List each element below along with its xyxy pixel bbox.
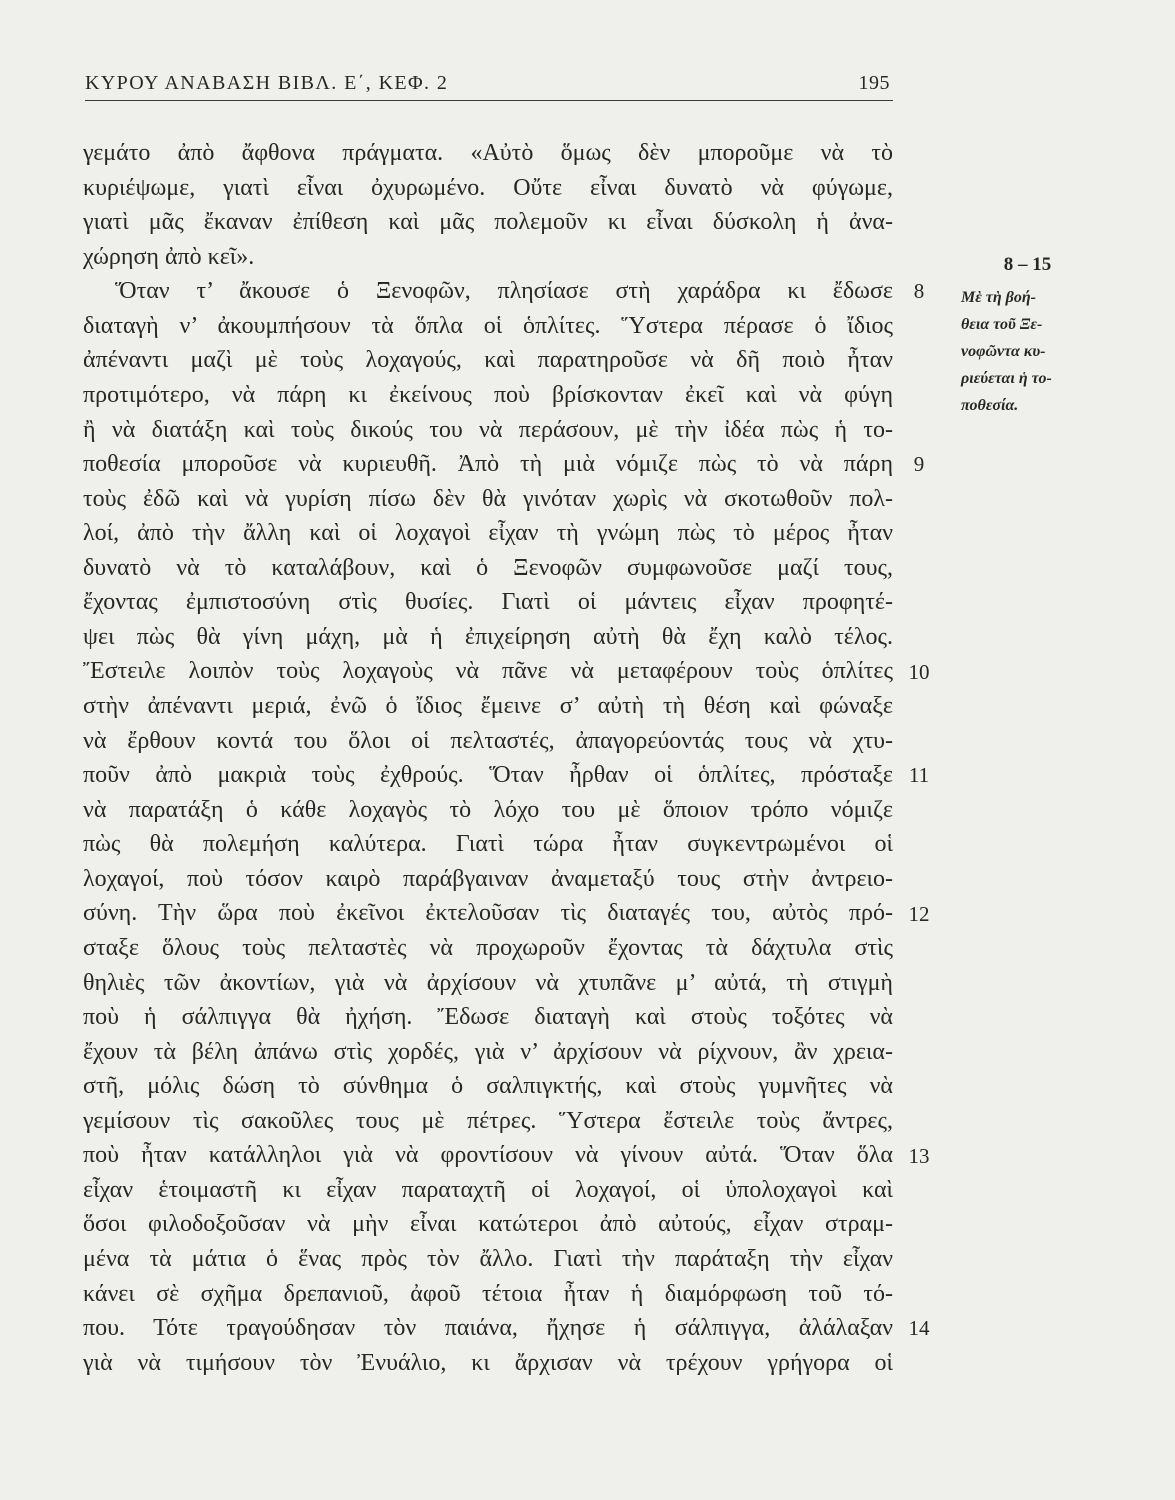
text-line: διαταγὴ ν’ ἀκουμπήσουν τὰ ὅπλα οἱ ὁπλίτες. Ὕστερα πέρασε ὁ ἴδιος bbox=[83, 312, 893, 339]
text-line: μένα τὰ μάτια ὁ ἕνας πρὸς τὸν ἄλλο. Γιατὶ τὴν παράταξη τὴν εἶχαν bbox=[83, 1246, 893, 1272]
text-line: ψει πὼς θὰ γίνη μάχη, μὰ ἡ ἐπιχείρηση αὐτὴ θὰ ἔχη καλὸ τέλος. bbox=[83, 623, 893, 650]
running-title: ΚΥΡΟΥ ΑΝΑΒΑΣΗ ΒΙΒΛ. Ε΄, ΚΕΦ. 2 bbox=[85, 72, 449, 94]
text-line: σύνη. Τὴν ὥρα ποὺ ἐκεῖνοι ἐκτελοῦσαν τὶς διαταγές του, αὐτὸς πρό- bbox=[83, 900, 893, 927]
text-line: λοχαγοί, ποὺ τόσον καιρὸ παράβγαιναν ἀναμεταξύ τους στὴν ἀντρειο- bbox=[83, 865, 893, 892]
text-line: που. Τότε τραγούδησαν τὸν παιάνα, ἤχησε ἡ σάλπιγγα, ἀλάλαξαν bbox=[83, 1315, 893, 1342]
section-number: 8 bbox=[913, 279, 925, 304]
text-line: ἀπέναντι μαζὶ μὲ τοὺς λοχαγούς, καὶ παρατηροῦσε νὰ δῆ ποιὸ ἦταν bbox=[83, 347, 893, 374]
text-line: γεμίσουν τὶς σακοῦλες τους μὲ πέτρες. Ὕστερα ἔστειλε τοὺς ἄντρες, bbox=[83, 1107, 893, 1134]
text-line: γιὰ νὰ τιμήσουν τὸν Ἐνυάλιο, κι ἄρχισαν νὰ τρέχουν γρήγορα οἱ bbox=[83, 1349, 893, 1376]
section-number: 12 bbox=[908, 901, 930, 926]
header-rule bbox=[85, 100, 893, 101]
text-line: γεμάτο ἀπὸ ἄφθονα πράγματα. «Αὐτὸ ὅμως δὲν μποροῦμε νὰ τὸ bbox=[83, 140, 893, 166]
text-line: δυνατὸ νὰ τὸ καταλάβουν, καὶ ὁ Ξενοφῶν συμφωνοῦσε μαζί τους, bbox=[83, 554, 893, 581]
body-text bbox=[83, 136, 893, 1380]
text-line: σταξε ὅλους τοὺς πελταστὲς νὰ προχωροῦν ἔχοντας τὰ δάχτυλα στὶς bbox=[83, 934, 893, 961]
text-line: θηλιὲς τῶν ἀκοντίων, γιὰ νὰ ἀρχίσουν νὰ χτυπᾶνε μ’ αὐτά, τὴ στιγμὴ bbox=[83, 969, 893, 996]
text-line: ποθεσία μποροῦσε νὰ κυριευθῆ. Ἀπὸ τὴ μιὰ νόμιζε πὼς τὸ νὰ πάρη bbox=[83, 451, 893, 478]
text-line: ἢ νὰ διατάξη καὶ τοὺς δικούς του νὰ περάσουν, μὲ τὴν ἰδέα πὼς ἡ το- bbox=[83, 416, 893, 443]
text-line: ποῦν ἀπὸ μακριὰ τοὺς ἐχθρούς. Ὅταν ἦρθαν οἱ ὁπλίτες, πρόσταξε bbox=[83, 762, 893, 789]
text-line: στῆ, μόλις δώση τὸ σύνθημα ὁ σαλπιγκτής, καὶ στοὺς γυμνῆτες νὰ bbox=[83, 1073, 893, 1100]
margin-note-range: 8 – 15 bbox=[1003, 254, 1052, 275]
margin-note bbox=[961, 284, 1101, 419]
text-line: Ὅταν τ’ ἄκουσε ὁ Ξενοφῶν, πλησίασε στὴ χαράδρα κι ἔδωσε bbox=[115, 278, 893, 305]
text-line: πὼς θὰ πολεμήση καλύτερα. Γιατὶ τώρα ἦταν συγκεντρωμένοι οἱ bbox=[83, 831, 893, 858]
text-line: γιατὶ μᾶς ἔκαναν ἐπίθεση καὶ μᾶς πολεμοῦν κι εἶναι δύσκολη ἡ ἀνα- bbox=[83, 209, 893, 236]
text-line: Ἔστειλε λοιπὸν τοὺς λοχαγοὺς νὰ πᾶνε νὰ μεταφέρουν τοὺς ὁπλίτες bbox=[83, 658, 893, 685]
text-line: νὰ παρατάξη ὁ κάθε λοχαγὸς τὸ λόχο του μὲ ὅποιον τρόπο νόμιζε bbox=[83, 796, 893, 823]
text-line: ὅσοι φιλοδοξοῦσαν νὰ μὴν εἶναι κατώτεροι ἀπὸ αὐτούς, εἶχαν στραμ- bbox=[83, 1211, 893, 1238]
text-line: ποὺ ἡ σάλπιγγα θὰ ἠχήση. Ἔδωσε διαταγὴ καὶ στοὺς τοξότες νὰ bbox=[83, 1004, 893, 1031]
text-line: κυριέψωμε, γιατὶ εἶναι ὀχυρωμένο. Οὔτε εἶναι δυνατὸ νὰ φύγωμε, bbox=[83, 174, 893, 201]
section-number: 10 bbox=[908, 659, 930, 684]
text-line: χώρηση ἀπὸ κεῖ». bbox=[83, 243, 255, 270]
text-line: ἔχοντας ἐμπιστοσύνη στὶς θυσίες. Γιατὶ οἱ μάντεις εἶχαν προφητέ- bbox=[83, 589, 893, 616]
page-number: 195 bbox=[858, 72, 890, 94]
text-line: νὰ ἔρθουν κοντά του ὅλοι οἱ πελταστές, ἀπαγορεύοντάς τους νὰ χτυ- bbox=[83, 727, 893, 754]
margin-note-line: Μὲ τὴ βοή- bbox=[961, 289, 1036, 306]
section-number: 11 bbox=[908, 763, 930, 788]
text-line: κάνει σὲ σχῆμα δρεπανιοῦ, ἀφοῦ τέτοια ἦταν ἡ διαμόρφωση τοῦ τό- bbox=[83, 1280, 893, 1307]
section-number: 13 bbox=[908, 1143, 930, 1168]
margin-note-line: ποθεσία. bbox=[961, 397, 1019, 414]
text-line: τοὺς ἐδῶ καὶ νὰ γυρίση πίσω δὲν θὰ γινόταν χωρὶς νὰ σκοτωθοῦν πολ- bbox=[83, 485, 893, 512]
text-line: ποὺ ἦταν κατάλληλοι γιὰ νὰ φροντίσουν νὰ γίνουν αὐτά. Ὅταν ὅλα bbox=[83, 1142, 893, 1169]
text-line: προτιμότερο, νὰ πάρη κι ἐκείνους ποὺ βρίσκονταν ἐκεῖ καὶ νὰ φύγη bbox=[83, 381, 893, 408]
text-line: λοί, ἀπὸ τὴν ἄλλη καὶ οἱ λοχαγοὶ εἶχαν τὴ γνώμη πὼς τὸ μέρος ἦταν bbox=[83, 520, 893, 547]
section-number: 9 bbox=[913, 452, 925, 477]
section-number: 14 bbox=[908, 1316, 930, 1341]
margin-note-line: νοφῶντα κυ- bbox=[961, 343, 1046, 360]
margin-note-line: ριεύεται ἡ το- bbox=[961, 370, 1052, 387]
text-line: ἔχουν τὰ βέλη ἀπάνω στὶς χορδές, γιὰ ν’ ἀρχίσουν νὰ ρίχνουν, ἂν χρεια- bbox=[83, 1038, 893, 1065]
text-line: στὴν ἀπέναντι μεριά, ἐνῶ ὁ ἴδιος ἔμεινε σ’ αὐτὴ τὴ θέση καὶ φώναξε bbox=[83, 693, 893, 719]
margin-note-line: θεια τοῦ Ξε- bbox=[961, 316, 1043, 333]
text-line: εἶχαν ἑτοιμαστῆ κι εἶχαν παραταχτῆ οἱ λοχαγοί, οἱ ὑπολοχαγοὶ καὶ bbox=[83, 1176, 893, 1203]
